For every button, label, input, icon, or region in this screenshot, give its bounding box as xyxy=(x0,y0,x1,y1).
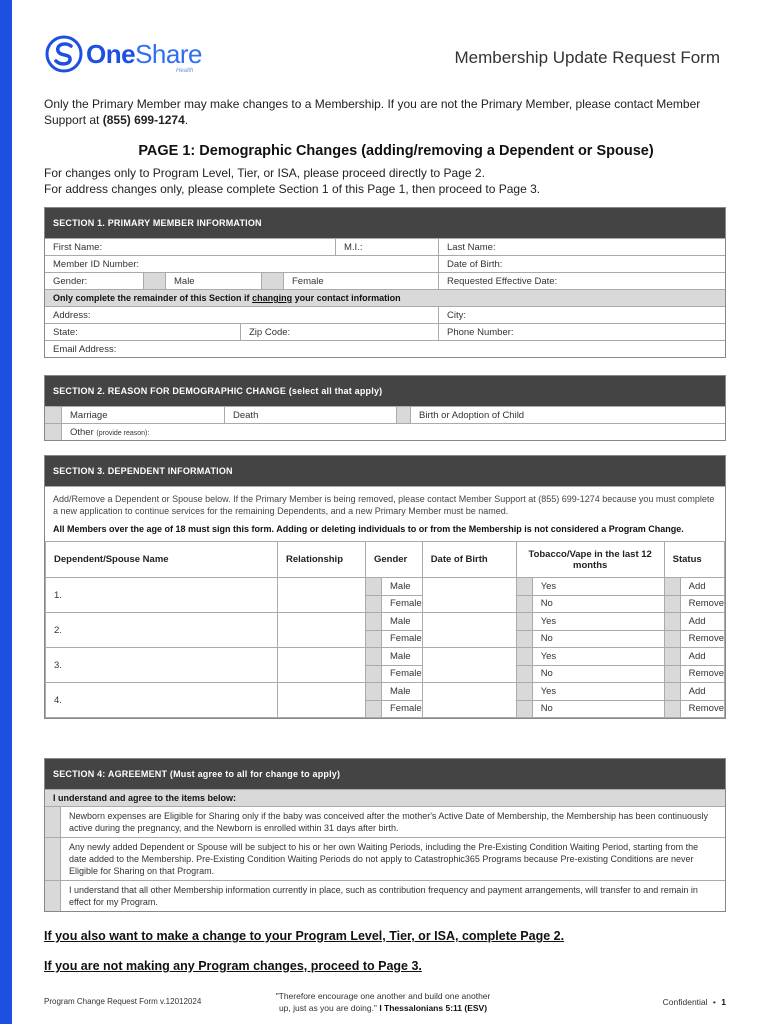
sub-line-2: For address changes only, please complete Section 1 of this Page 1, then proceed to Page 3. xyxy=(44,182,541,196)
dependent-header-row xyxy=(46,542,725,578)
dependent-1-name[interactable]: 1. xyxy=(46,578,278,613)
dependent-1-remove-checkbox[interactable] xyxy=(664,595,680,613)
other-label: Other xyxy=(70,427,94,438)
dependent-2-add-checkbox[interactable] xyxy=(664,613,680,631)
member-id-field[interactable]: Member ID Number: xyxy=(53,259,140,270)
only-complete-mid: changing xyxy=(252,293,293,303)
callout-page-3: If you are not making any Program changes, proceed to Page 3. xyxy=(44,959,422,973)
city-field[interactable]: City: xyxy=(438,307,725,323)
section-4 xyxy=(44,758,726,912)
footer-confidential: Confidential xyxy=(662,997,708,1007)
birth-label: Birth or Adoption of Child xyxy=(410,407,725,423)
dependent-2-yes: Yes xyxy=(532,613,664,631)
dependent-2-male: Male xyxy=(382,613,423,631)
female-checkbox[interactable] xyxy=(261,273,283,289)
dependent-1-relationship[interactable] xyxy=(278,578,366,613)
page-heading: PAGE 1: Demographic Changes (adding/removing a Dependent or Spouse) xyxy=(138,143,654,159)
dependent-3-dob[interactable] xyxy=(422,648,516,683)
agreement-item-2 xyxy=(45,837,725,880)
dependent-2-relationship[interactable] xyxy=(278,613,366,648)
dependent-4-remove: Remove xyxy=(680,700,724,718)
understand-label: I understand and agree to the items below: xyxy=(53,793,237,803)
row-understand xyxy=(45,789,725,806)
dependent-3-yes: Yes xyxy=(532,648,664,666)
logo-share: Share xyxy=(135,38,202,69)
female-label: Female xyxy=(283,273,438,289)
dependent-2-female-checkbox[interactable] xyxy=(366,630,382,648)
row-gender xyxy=(45,272,725,289)
male-checkbox[interactable] xyxy=(143,273,165,289)
footer-bullet: • xyxy=(712,997,716,1007)
dependent-2-female: Female xyxy=(382,630,423,648)
callout-page-2: If you also want to make a change to your Program Level, Tier, or ISA, complete Page 2. xyxy=(44,929,565,943)
other-note: (provide reason): xyxy=(96,430,150,437)
only-complete-note xyxy=(45,290,725,306)
section-1 xyxy=(44,207,726,358)
last-name-field[interactable]: Last Name: xyxy=(438,239,725,255)
dependent-2-name[interactable]: 2. xyxy=(46,613,278,648)
agreement-1-text: Newborn expenses are Eligible for Sharing only if the baby was conceived after the mother's Active Date of Membership, the Membership has been continuously active during the pregnancy, and the Newborn is enrolled within 31 days after birth. xyxy=(69,811,709,833)
dependent-3-no: No xyxy=(532,665,664,683)
dependent-4-remove-checkbox[interactable] xyxy=(664,700,680,718)
row-state xyxy=(45,323,725,340)
section-2 xyxy=(44,375,726,441)
phone-field[interactable]: Phone Number: xyxy=(438,324,725,340)
zip-field[interactable]: Zip Code: xyxy=(240,324,438,340)
col-gender: Gender xyxy=(366,542,423,578)
section-3-para-2-text: All Members over the age of 18 must sign this form. Adding or deleting individuals to or from the Membership is not considered a Program Change. xyxy=(53,524,684,534)
dependent-4-male: Male xyxy=(382,683,423,701)
sub-lines xyxy=(44,165,540,197)
dependent-table xyxy=(45,541,725,718)
section-3-para-2 xyxy=(45,523,725,541)
sub-line-1: For changes only to Program Level, Tier, or ISA, please proceed directly to Page 2. xyxy=(44,166,485,180)
only-complete-post: your contact information xyxy=(294,293,401,303)
footer-verse: I Thessalonians 5:11 (ESV) xyxy=(379,1003,488,1013)
dependent-3-female-checkbox[interactable] xyxy=(366,665,382,683)
agreement-2-text: Any newly added Dependent or Spouse will be subject to his or her own Waiting Periods, including the Pre-Existing Condition Waiting Period, starting from the date added to the Membership. Pre-Existing Condition Waiting Periods do not apply to Catastrophic365 Programs because Pre-existing Conditions are never Eligible for Sharing on that Program. xyxy=(69,842,699,876)
dependent-row-3a xyxy=(46,648,725,666)
footer-quote-2-line xyxy=(258,1002,508,1014)
dependent-2-male-checkbox[interactable] xyxy=(366,613,382,631)
dependent-2-remove: Remove xyxy=(680,630,724,648)
dependent-1-dob[interactable] xyxy=(422,578,516,613)
footer-form-version: Program Change Request Form v.12012024 xyxy=(44,997,202,1006)
dependent-4-add: Add xyxy=(680,683,724,701)
form-title: Membership Update Request Form xyxy=(454,48,720,67)
first-name-field[interactable]: First Name: xyxy=(53,242,103,253)
agreement-1-checkbox[interactable] xyxy=(45,807,61,837)
other-checkbox[interactable] xyxy=(45,424,61,440)
col-status: Status xyxy=(664,542,724,578)
col-relationship: Relationship xyxy=(278,542,366,578)
agreement-item-1 xyxy=(45,806,725,837)
dependent-4-name[interactable]: 4. xyxy=(46,683,278,718)
section-3-title: SECTION 3. DEPENDENT INFORMATION xyxy=(45,456,725,486)
dependent-1-add-checkbox[interactable] xyxy=(664,578,680,596)
agreement-3-text: I understand that all other Membership information currently in place, such as contribution frequency and payment arrangements, will transfer to and remain in effect for my Program. xyxy=(69,885,698,907)
section-2-title: SECTION 2. REASON FOR DEMOGRAPHIC CHANGE (select all that apply) xyxy=(45,376,725,406)
section-1-title: SECTION 1. PRIMARY MEMBER INFORMATION xyxy=(45,208,725,238)
footer-page-number: 1 xyxy=(721,997,726,1007)
col-dob: Date of Birth xyxy=(422,542,516,578)
row-email xyxy=(45,340,725,357)
footer-quote-1: "Therefore encourage one another and build one another xyxy=(275,991,491,1001)
dob-field[interactable]: Date of Birth: xyxy=(438,256,725,272)
dependent-4-female-checkbox[interactable] xyxy=(366,700,382,718)
dependent-4-female: Female xyxy=(382,700,423,718)
footer-quote-2: up, just as you are doing." xyxy=(278,1003,377,1013)
mi-field[interactable]: M.I.: xyxy=(335,239,438,255)
email-field[interactable]: Email Address: xyxy=(53,344,117,355)
dependent-3-add: Add xyxy=(680,648,724,666)
dependent-4-yes: Yes xyxy=(532,683,664,701)
dependent-3-name[interactable]: 3. xyxy=(46,648,278,683)
dependent-3-remove: Remove xyxy=(680,665,724,683)
intro-phone: (855) 699-1274 xyxy=(102,113,185,127)
logo-s-icon xyxy=(44,34,84,74)
dependent-4-relationship[interactable] xyxy=(278,683,366,718)
dependent-2-remove-checkbox[interactable] xyxy=(664,630,680,648)
dependent-1-yes: Yes xyxy=(532,578,664,596)
dependent-3-yes-checkbox[interactable] xyxy=(516,648,532,666)
death-label: Death xyxy=(224,407,396,423)
dependent-4-no: No xyxy=(532,700,664,718)
male-label: Male xyxy=(165,273,261,289)
dependent-3-add-checkbox[interactable] xyxy=(664,648,680,666)
row-other xyxy=(45,423,725,440)
address-field[interactable]: Address: xyxy=(53,310,91,321)
birth-checkbox[interactable] xyxy=(396,407,410,423)
intro-body: Only the Primary Member may make changes to a Membership. If you are not the Primary Member, please contact Member Support at xyxy=(44,97,701,127)
row-reasons xyxy=(45,406,725,423)
footer-quote xyxy=(258,990,508,1014)
dependent-row-2a xyxy=(46,613,725,631)
row-name xyxy=(45,238,725,255)
only-complete-pre: Only complete the remainder of this Section if xyxy=(53,293,250,303)
row-only-complete xyxy=(45,289,725,306)
dependent-1-add: Add xyxy=(680,578,724,596)
dependent-2-dob[interactable] xyxy=(422,613,516,648)
dependent-1-no-checkbox[interactable] xyxy=(516,595,532,613)
dependent-2-yes-checkbox[interactable] xyxy=(516,613,532,631)
dependent-2-no: No xyxy=(532,630,664,648)
dependent-4-yes-checkbox[interactable] xyxy=(516,683,532,701)
dependent-3-male-checkbox[interactable] xyxy=(366,648,382,666)
dependent-3-female: Female xyxy=(382,665,423,683)
agreement-2-checkbox[interactable] xyxy=(45,838,61,880)
intro-text xyxy=(44,96,734,128)
dependent-2-add: Add xyxy=(680,613,724,631)
gender-label: Gender: xyxy=(53,276,88,287)
row-member-id xyxy=(45,255,725,272)
dependent-2-no-checkbox[interactable] xyxy=(516,630,532,648)
dependent-4-add-checkbox[interactable] xyxy=(664,683,680,701)
marriage-checkbox[interactable] xyxy=(45,407,61,423)
footer-page xyxy=(663,997,726,1007)
dependent-row-1a xyxy=(46,578,725,596)
col-tobacco: Tobacco/Vape in the last 12 months xyxy=(516,542,664,578)
dependent-1-female: Female xyxy=(382,595,423,613)
dependent-1-male: Male xyxy=(382,578,423,596)
col-name: Dependent/Spouse Name xyxy=(46,542,278,578)
dependent-3-no-checkbox[interactable] xyxy=(516,665,532,683)
logo-one: One xyxy=(86,38,136,69)
dependent-4-dob[interactable] xyxy=(422,683,516,718)
marriage-label: Marriage xyxy=(61,407,224,423)
dependent-row-4a xyxy=(46,683,725,701)
row-address xyxy=(45,306,725,323)
dependent-1-female-checkbox[interactable] xyxy=(366,595,382,613)
section-4-title: SECTION 4: AGREEMENT (Must agree to all for change to apply) xyxy=(45,759,725,789)
dependent-3-relationship[interactable] xyxy=(278,648,366,683)
agreement-3-checkbox[interactable] xyxy=(45,881,61,911)
dependent-1-male-checkbox[interactable] xyxy=(366,578,382,596)
intro-end: . xyxy=(184,113,189,127)
dependent-1-remove: Remove xyxy=(680,595,724,613)
dependent-1-yes-checkbox[interactable] xyxy=(516,578,532,596)
dependent-4-male-checkbox[interactable] xyxy=(366,683,382,701)
dependent-3-remove-checkbox[interactable] xyxy=(664,665,680,683)
dependent-3-male: Male xyxy=(382,648,423,666)
agreement-item-3 xyxy=(45,880,725,911)
section-3 xyxy=(44,455,726,719)
dependent-1-no: No xyxy=(532,595,664,613)
section-3-para-1: Add/Remove a Dependent or Spouse below. If the Primary Member is being removed, please contact Member Support at (855) 699-1274 because you must complete a new application to continue services for the remaining Dependents, and a new Primary Member must be named. xyxy=(45,486,725,523)
logo-sub: Health xyxy=(176,68,194,74)
dependent-4-no-checkbox[interactable] xyxy=(516,700,532,718)
other-field[interactable] xyxy=(61,424,725,440)
state-field[interactable]: State: xyxy=(53,327,78,338)
effective-date-field[interactable]: Requested Effective Date: xyxy=(438,273,725,289)
